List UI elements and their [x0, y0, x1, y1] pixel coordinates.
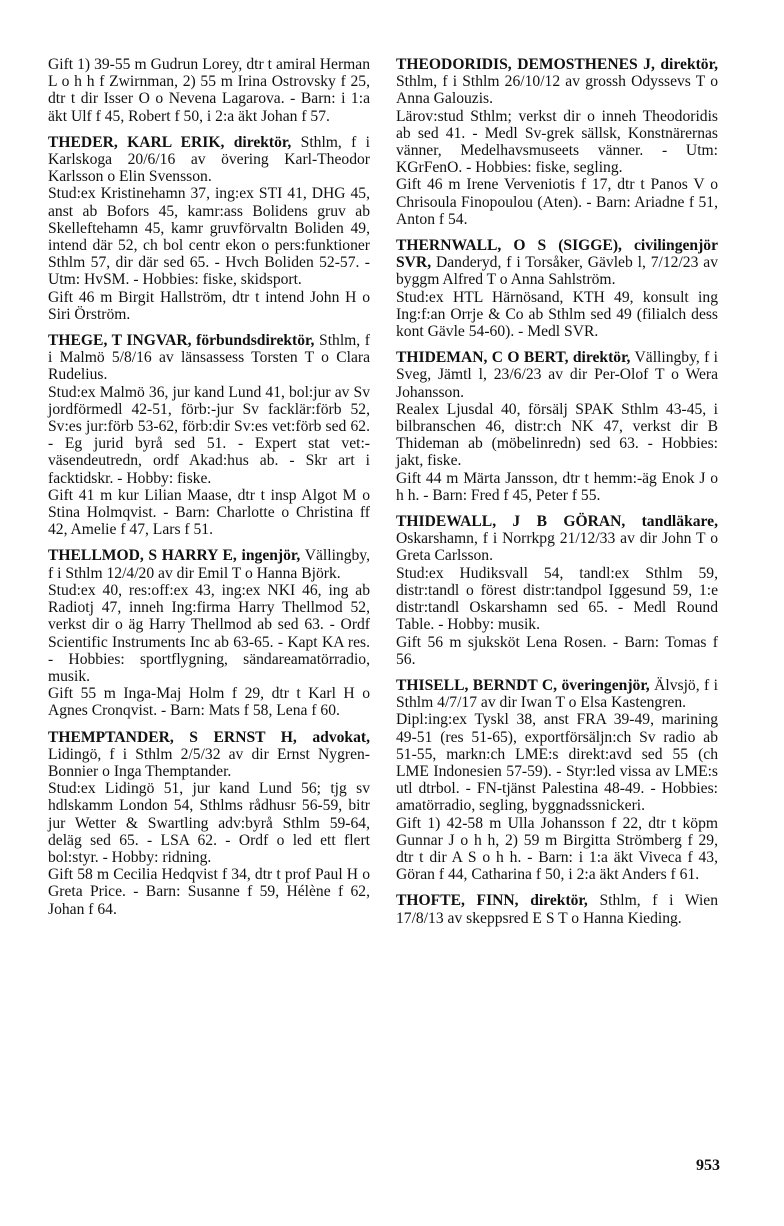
entry-text: Gift 46 m Birgit Hallström, dtr t intend John H o Siri Örström. — [48, 288, 370, 323]
entry-lead-paragraph — [396, 56, 718, 108]
entry-paragraph — [48, 685, 370, 719]
entry-paragraph — [48, 866, 370, 918]
entry-paragraph — [48, 582, 370, 685]
entry-lead-paragraph — [48, 547, 370, 581]
entry-text: Sthlm, f i Karlskoga 20/6/16 av övering Karl-Theodor Karlsson o Elin Svensson. — [48, 133, 371, 186]
entry-heading: THIDEWALL, J B GÖRAN, tandläkare, — [396, 513, 718, 531]
entry-paragraph — [48, 780, 370, 866]
entry-text: Gift 46 m Irene Verveniotis f 17, dtr t Panos V o Chrisoula Finopoulou (Aten). - Barn: Ariadne f 51, Anton f 54. — [396, 176, 718, 228]
entry-paragraph — [396, 108, 718, 177]
entry-heading: THOFTE, FINN, direktör, — [396, 892, 588, 910]
biography-entry — [396, 349, 718, 504]
entry-text: Vällingby, f i Sveg, Jämtl l, 23/6/23 av dir Per-Olof T o Wera Johansson. — [396, 349, 719, 401]
biography-entry — [396, 237, 718, 340]
entry-lead-paragraph — [396, 349, 718, 401]
biography-entry — [48, 134, 370, 323]
entry-heading: THEGE, T INGVAR, förbundsdirektör, — [48, 332, 315, 350]
entry-paragraph — [396, 401, 718, 470]
entry-text: Gift 56 m sjuksköt Lena Rosen. - Barn: Tomas f 56. — [396, 633, 718, 668]
entry-paragraph — [396, 711, 718, 814]
entry-paragraph — [396, 176, 718, 228]
entry-text: Sthlm, f i Wien 17/8/13 av skeppsred E S T o Hanna Kieding. — [396, 892, 718, 927]
entry-lead-paragraph — [48, 134, 370, 186]
entry-paragraph — [396, 634, 718, 668]
entry-text: Gift 41 m kur Lilian Maase, dtr t insp Algot M o Stina Holmqvist. - Barn: Charlotte o Christina ff 42, Amelie f 47, Lars f 51. — [48, 486, 370, 539]
entry-text: Sthlm, f i Sthlm 26/10/12 av grossh Odyssevs T o Anna Galouzis. — [396, 73, 718, 108]
entry-text: Stud:ex Hudiksvall 54, tandl:ex Sthlm 59, distr:tandl o förest distr:tandpol Iggesund 59, 1:e distr:tandl Oskarshamn sed 65. - Medl Round Table. - Hobby: musik. — [396, 564, 718, 634]
entry-text: Gift 55 m Inga-Maj Holm f 29, dtr t Karl H o Agnes Cronqvist. - Barn: Mats f 58, Lena f 60. — [48, 685, 370, 720]
biography-entry — [396, 56, 718, 228]
biography-entry — [396, 892, 718, 926]
entry-text: Danderyd, f i Torsåker, Gävleb l, 7/12/23 av byggm Alfred T o Anna Sahlström. — [396, 254, 718, 289]
left-column — [48, 56, 370, 927]
entry-heading: THIDEMAN, C O BERT, direktör, — [396, 349, 631, 367]
entry-text: Lärov:stud Sthlm; verkst dir o inneh Theodoridis ab sed 41. - Medl Sv-grek sällsk, Konstnärernas vänner, Medelhavsmuseets vänner. - Utm: KGrFenO. - Hobbies: fiske, segling. — [396, 107, 718, 177]
biography-entry — [396, 677, 718, 883]
entry-lead-paragraph — [48, 729, 370, 781]
entry-text: Stud:ex HTL Härnösand, KTH 49, konsult ing Ing:f:an Orrje & Co ab Sthlm sed 49 (filialch dess kont Gävle 54-60). - Medl SVR. — [396, 288, 718, 341]
entry-text: Realex Ljusdal 40, försälj SPAK Sthlm 43-45, i bilbranschen 46, distr:ch NK 47, verkst dir B Thideman ab (möbelinredn) sed 63. - Hobbies: jakt, fiske. — [396, 400, 718, 470]
entry-paragraph — [48, 185, 370, 288]
entry-lead-paragraph — [396, 237, 718, 289]
entry-lead-paragraph — [396, 513, 718, 565]
entry-heading: THISELL, BERNDT C, överingenjör, — [396, 676, 650, 694]
biography-entry — [396, 513, 718, 668]
entry-text: Gift 1) 39-55 m Gudrun Lorey, dtr t amiral Herman L o h h f Zwirnman, 2) 55 m Irina Ostrovsky f 25, dtr t dir Isser O o Nevena Lagarova. - Barn: i 1:a äkt Ulf f 45, Robert f 50, i 2:a äkt Johan f 57. — [48, 56, 370, 125]
entry-heading: THEODORIDIS, DEMOSTHENES J, direktör, — [396, 56, 718, 73]
entry-text: Lidingö, f i Sthlm 2/5/32 av dir Ernst Nygren-Bonnier o Inga Themptander. — [48, 745, 370, 780]
entry-text: Gift 58 m Cecilia Hedqvist f 34, dtr t prof Paul H o Greta Price. - Barn: Susanne f 59, Hélène f 62, Johan f 64. — [48, 866, 370, 918]
entry-text: Stud:ex Kristinehamn 37, ing:ex STI 41, DHG 45, anst ab Bofors 45, kamr:ass Bolidens gruv ab Skelleftehamn 45, kamr gruvförvaltn Boliden 49, intend där 52, ch bol centr ekon o pers:funktioner Sthlm 57, dir där sed 65. - Hvch Boliden 52-57. - Utm: HvSM. - Hobbies: fiske, skidsport. — [48, 185, 370, 289]
entry-heading: THERNWALL, O S (SIGGE), civilingenjör SVR, — [396, 237, 718, 272]
entry-text: Gift 1) 42-58 m Ulla Johansson f 22, dtr t köpm Gunnar J o h h, 2) 59 m Birgitta Strömberg f 29, dtr t dir A S o h h. - Barn: i 1:a äkt Viveca f 43, Göran f 44, Catharina f 50, i 2:a äkt Anders f 61. — [396, 814, 718, 884]
entry-text: Gift 44 m Märta Jansson, dtr t hemm:-äg Enok J o h h. - Barn: Fred f 45, Peter f 55. — [396, 469, 718, 504]
entry-lead-paragraph — [48, 332, 370, 384]
entry-paragraph — [48, 384, 370, 487]
page-number: 953 — [696, 1157, 720, 1174]
entry-text: Oskarshamn, f i Norrkpg 21/12/33 av dir John T o Greta Carlsson. — [396, 530, 718, 565]
entry-text: Stud:ex 40, res:off:ex 43, ing:ex NKI 46, ing ab Radiotj 47, inneh Ing:firma Harry Thellmod 52, verkst dir o äg Harry Thellmod ab sed 63. - Ordf Scientific Instruments Inc ab 63-65. - Kapt KA res. - Hobbies: sportflygning, sändareamatörradio, musik. — [48, 581, 370, 685]
entry-text: Sthlm, f i Malmö 5/8/16 av länsassess Torsten T o Clara Rudelius. — [48, 332, 370, 384]
entry-paragraph — [396, 815, 718, 884]
entry-paragraph — [396, 289, 718, 341]
entry-heading: THEDER, KARL ERIK, direktör, — [48, 133, 292, 151]
entry-lead-paragraph — [396, 892, 718, 926]
entry-paragraph — [48, 289, 370, 323]
entry-text: Stud:ex Lidingö 51, jur kand Lund 56; tjg sv hdlskamm London 54, Sthlms rådhusr 56-59, bitr jur Wetter & Swartling adv:byrå Sthlm 59-64, deläg sed 65. - LSA 62. - Ordf o led ett flert bol:styr. - Hobby: ridning. — [48, 780, 370, 866]
entry-text: Stud:ex Malmö 36, jur kand Lund 41, bol:jur av Sv jordförmedl 42-51, förb:-jur Sv facklär:förb 52, Sv:es jur:förb 53-62, förb:dir Sv:es vet:förb sed 62. - Eg jurid byrå sed 51. - Expert stat vet:-väsendeutredn, ordf Akad:hus ab. - Skr art i facktidskr. - Hobby: fiske. — [48, 383, 370, 487]
entry-lead-paragraph — [48, 56, 370, 125]
biography-entry — [48, 332, 370, 538]
entry-paragraph — [396, 470, 718, 504]
biography-entry — [48, 547, 370, 719]
entry-lead-paragraph — [396, 677, 718, 711]
biography-entry — [48, 729, 370, 918]
biography-entry — [48, 56, 370, 125]
entry-paragraph — [396, 565, 718, 634]
entry-heading: THELLMOD, S HARRY E, ingenjör, — [48, 547, 301, 565]
entry-heading: THEMPTANDER, S ERNST H, advokat, — [48, 728, 370, 746]
entry-text: Dipl:ing:ex Tyskl 38, anst FRA 39-49, marining 49-51 (res 51-65), exportförsäljn:ch Sv radio ab 51-55, markn:ch LME:s direkt:avd sed 55 (ch LME Indonesien 57-59). - Styr:led vissa av LME:s utl dtrbol. - FN-tjänst Palestina 48-49. - Hobbies: amatörradio, segling, byggnadssnickeri. — [396, 711, 718, 815]
right-column — [396, 56, 718, 936]
entry-text: Älvsjö, f i Sthlm 4/7/17 av dir Iwan T o Elsa Kastengren. — [396, 676, 718, 712]
entry-text: Vällingby, f i Sthlm 12/4/20 av dir Emil T o Hanna Björk. — [48, 547, 370, 582]
entry-paragraph — [48, 487, 370, 539]
